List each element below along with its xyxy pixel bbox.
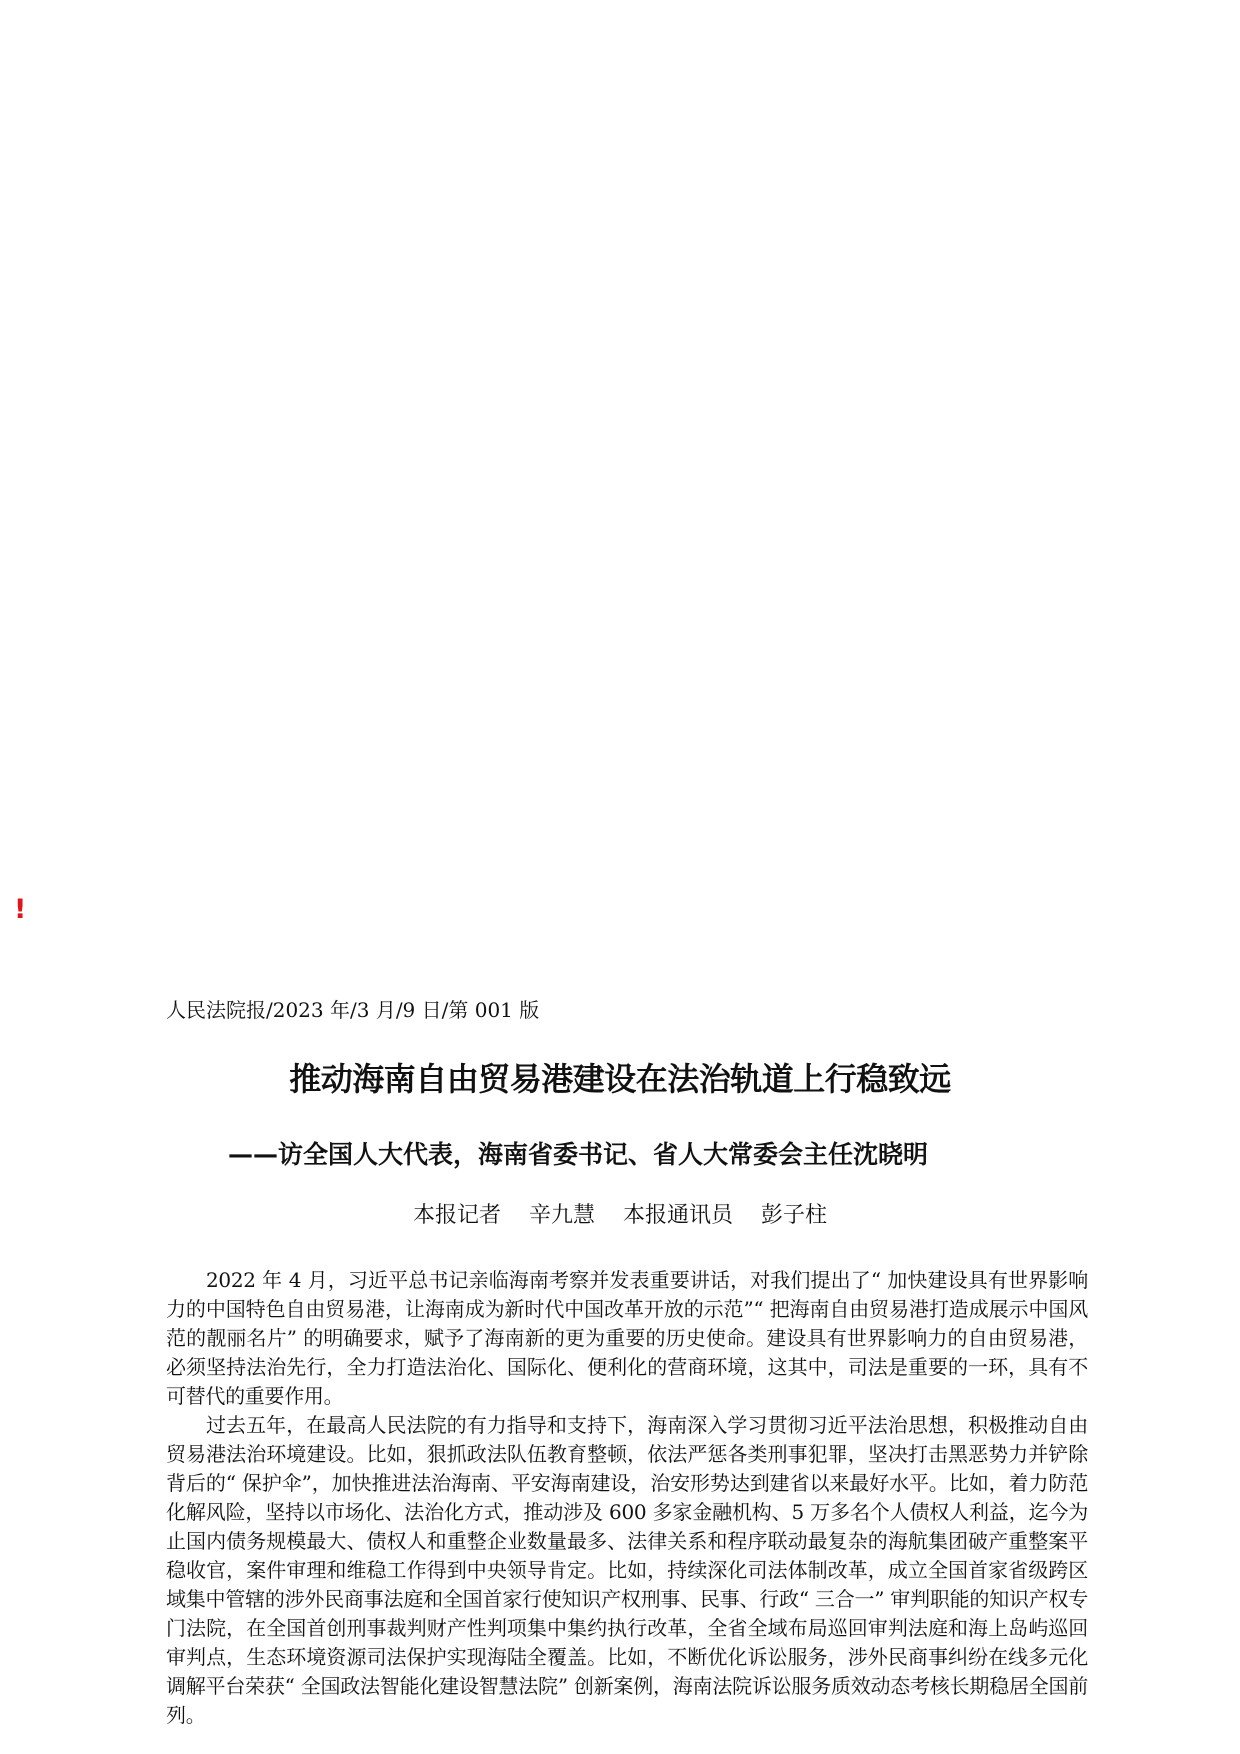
article-title: 推动海南自由贸易港建设在法治轨道上行稳致远 [289,1060,951,1098]
article-body [166,1266,1088,1730]
article-byline: 本报记者 辛九慧 本报通讯员 彭子柱 [413,1203,827,1228]
red-exclamation-mark: ! [14,894,27,925]
publication-source-line: 人民法院报/2023 年/3 月/9 日/第 001 版 [166,998,540,1022]
body-paragraph: 过去五年，在最高人民法院的有力指导和支持下，海南深入学习贯彻习近平法治思想，积极推动自由贸易港法治环境建设。比如，狠抓政法队伍教育整顿，依法严惩各类刑事犯罪，坚决打击黑恶势力并铲除背后的“ 保护伞”，加快推进法治海南、平安海南建设，治安形势达到建省以来最好水平。比如，着力防范化解风险，坚持以市场化、法治化方式，推动涉及 600 多家金融机构、5 万多名个人债权人利益，迄今为止国内债务规模最大、债权人和重整企业数量最多、法律关系和程序联动最复杂的海航集团破产重整案平稳收官，案件审理和维稳工作得到中央领导肯定。比如，持续深化司法体制改革，成立全国首家省级跨区域集中管辖的涉外民商事法庭和全国首家行使知识产权刑事、民事、行政“ 三合一” 审判职能的知识产权专门法院，在全国首创刑事裁判财产性判项集中集约执行改革，全省全域布局巡回审判法庭和海上岛屿巡回审判点，生态环境资源司法保护实现海陆全覆盖。比如，不断优化诉讼服务，涉外民商事纠纷在线多元化调解平台荣获“ 全国政法智能化建设智慧法院” 创新案例，海南法院诉讼服务质效动态考核长期稳居全国前列。 [166,1413,1088,1727]
article-subtitle: ——访全国人大代表，海南省委书记、省人大常委会主任沈晓明 [228,1140,929,1169]
body-paragraph: 2022 年 4 月，习近平总书记亲临海南考察并发表重要讲话，对我们提出了“ 加快建设具有世界影响力的中国特色自由贸易港，让海南成为新时代中国改革开放的示范”“ 把海南自由贸易港打造成展示中国风范的靓丽名片” 的明确要求，赋予了海南新的更为重要的历史使命。建设具有世界影响力的自由贸易港，必须坚持法治先行，全力打造法治化、国际化、便利化的营商环境，这其中，司法是重要的一环，具有不可替代的重要作用。 [166,1268,1088,1408]
